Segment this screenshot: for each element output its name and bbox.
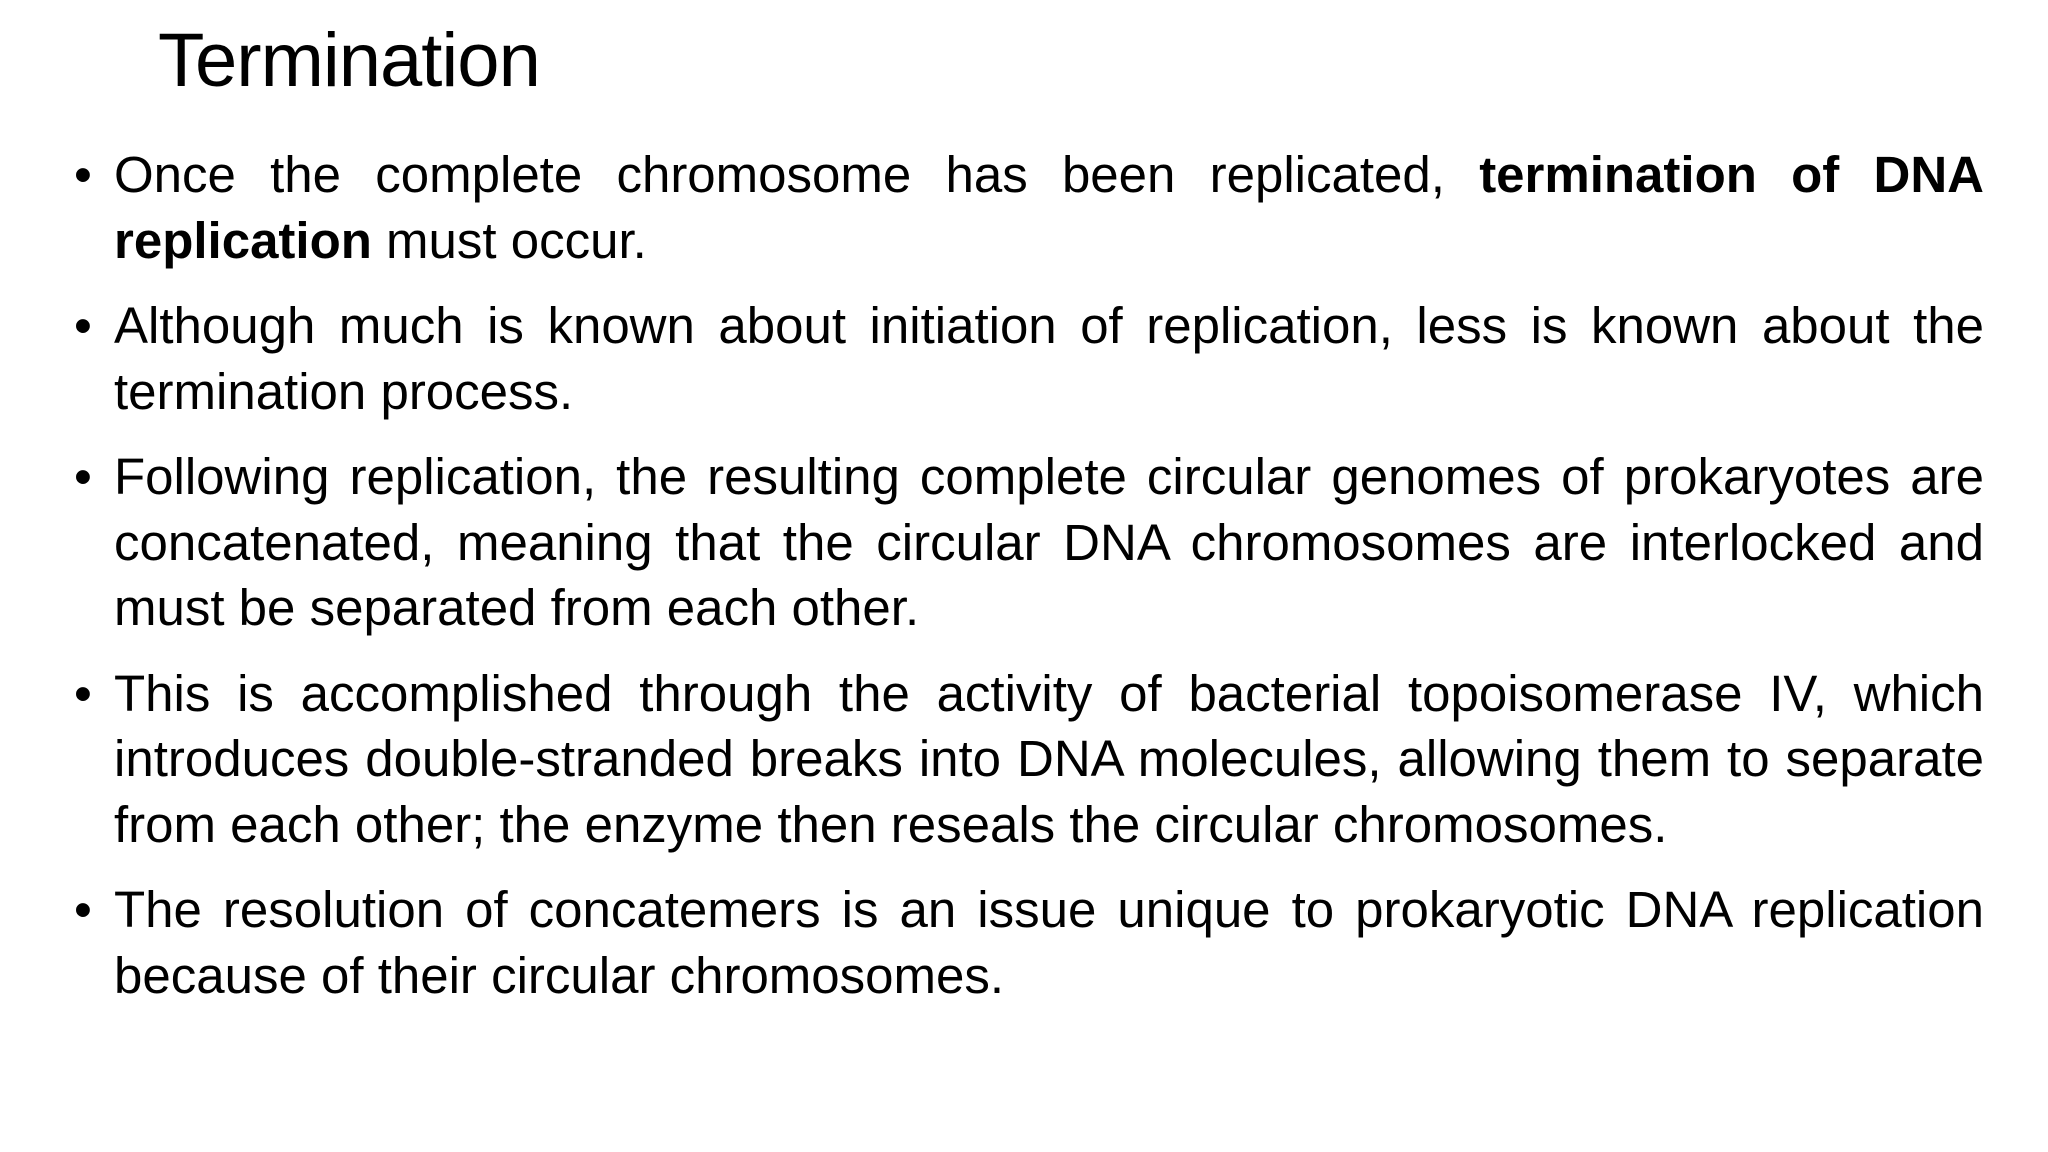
bullet-dot-icon: • <box>74 664 92 722</box>
bullet-item <box>74 877 1984 1008</box>
bullet-text: must occur. <box>371 211 647 269</box>
bullet-dot-icon: • <box>74 448 92 505</box>
bullet-item <box>74 444 1984 641</box>
bullet-item <box>74 293 1984 424</box>
bullet-item <box>74 142 1984 273</box>
slide-title: Termination <box>158 18 540 103</box>
bullet-dot-icon: • <box>74 146 92 203</box>
bullet-text: Once the complete chromosome has been replicated, <box>114 146 1480 203</box>
bullet-dot-icon: • <box>74 881 92 938</box>
bullet-list <box>74 142 1984 1028</box>
bullet-text: Following replication, the resulting complete circular genomes of prokaryotes are concatenated, meaning that the circular DNA chromosomes are interlocked and must be separated from each other. <box>114 448 1984 636</box>
bullet-item <box>74 661 1984 858</box>
bullet-dot-icon: • <box>74 297 92 354</box>
bullet-text: This is accomplished through the activity of bacterial topoisomerase IV, which introduces double-stranded breaks into DNA molecules, allowing them to separate from each other; the enzyme then reseals the circular chromosomes. <box>114 664 1984 853</box>
bullet-bold-text: termination of DNA replication <box>114 146 1984 269</box>
bullet-text: Although much is known about initiation of replication, less is known about the termination process. <box>114 297 1984 420</box>
bullet-text: The resolution of concatemers is an issue unique to prokaryotic DNA replication because of their circular chromosomes. <box>114 881 1984 1004</box>
